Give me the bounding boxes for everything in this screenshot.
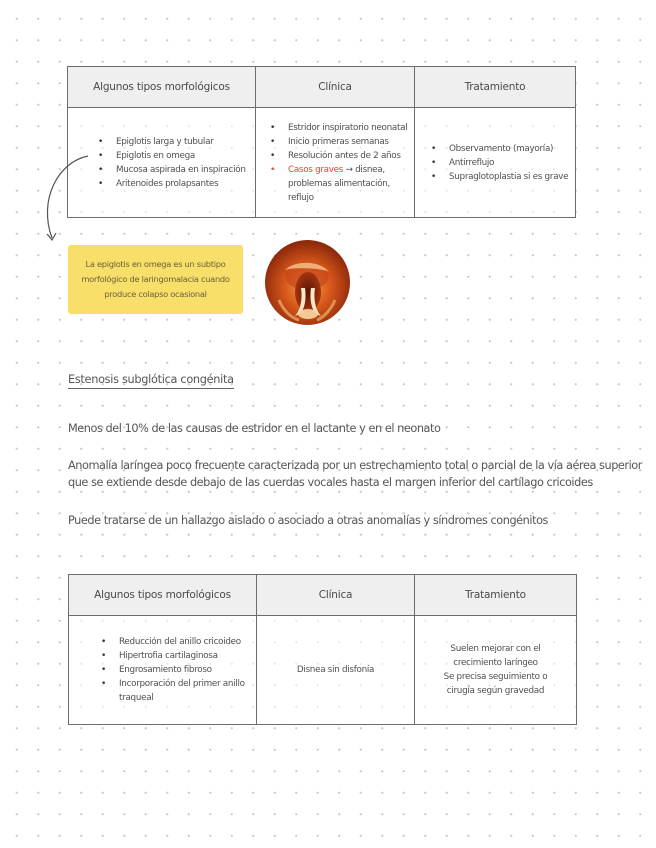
list-item: • Hipertrofia cartilaginosa bbox=[119, 649, 246, 663]
list-item: • Aritenoides prolapsantes bbox=[116, 177, 246, 191]
list-item: • Estridor inspiratorio neonatal bbox=[288, 121, 408, 135]
paragraph-association: Puede tratarse de un hallazgo aislado o asociado a otras anomalías y síndromes congénitos bbox=[68, 514, 548, 527]
list-item: • Engrosamiento fibroso bbox=[119, 663, 246, 677]
list-item: • Mucosa aspirada en inspiración bbox=[116, 163, 246, 177]
note-text: La epiglotis en omega es un subtipo morfológico de laringomalacia cuando produce colapso ocasional bbox=[81, 259, 230, 299]
table1-types-list bbox=[96, 135, 246, 191]
severe-cases-detail: → disnea, problemas alimentación, reflujo bbox=[288, 164, 390, 203]
section-title: Estenosis subglótica congénita bbox=[68, 373, 234, 389]
treatment-line-1: Suelen mejorar con el crecimiento laríngeo bbox=[450, 644, 541, 668]
subglottic-stenosis-table bbox=[68, 574, 577, 725]
list-item: • Incorporación del primer anillo traqueal bbox=[119, 677, 246, 705]
table1-clinic-cell bbox=[256, 108, 415, 217]
paragraph-definition: Anomalía laríngea poco frecuente caracterizada por un estrechamiento total o parcial de la vía aérea superior que se extiende desde debajo de las cuerdas vocales hasta el margen inferior del cartílago cricoides bbox=[68, 459, 642, 489]
table2-clinic-cell bbox=[257, 616, 415, 724]
list-item: • Inicio primeras semanas bbox=[288, 135, 408, 149]
list-item: • Resolución antes de 2 años bbox=[288, 149, 408, 163]
table2-header-treatment: Tratamiento bbox=[415, 575, 576, 616]
connector-arrow bbox=[38, 150, 98, 250]
list-item: • Reducción del anillo cricoideo bbox=[119, 635, 246, 649]
table2-types-cell bbox=[69, 616, 257, 724]
list-item: • Supraglotoplastia si es grave bbox=[449, 170, 568, 184]
table2-header-clinic: Clínica bbox=[257, 575, 415, 616]
larynx-endoscopy-image bbox=[265, 240, 350, 325]
list-item: • Epiglotis en omega bbox=[116, 149, 246, 163]
list-item-severe-cases bbox=[288, 163, 408, 205]
laryngomalacia-table bbox=[67, 66, 576, 218]
table2-treatment-cell bbox=[415, 616, 576, 724]
table1-treatment-cell bbox=[415, 108, 575, 217]
list-item: • Antirreflujo bbox=[449, 156, 568, 170]
severe-cases-label: Casos graves bbox=[288, 164, 344, 175]
table1-treatment-list bbox=[429, 142, 568, 184]
table1-header-types: Algunos tipos morfológicos bbox=[68, 67, 256, 108]
table2-treatment-text bbox=[429, 642, 562, 698]
table1-header-treatment: Tratamiento bbox=[415, 67, 575, 108]
table2-types-list bbox=[99, 635, 246, 705]
table1-header-clinic: Clínica bbox=[256, 67, 415, 108]
list-item: • Observamento (mayoría) bbox=[449, 142, 568, 156]
list-item: • Epiglotis larga y tubular bbox=[116, 135, 246, 149]
treatment-line-2: Se precisa seguimiento o cirugía según gravedad bbox=[443, 672, 548, 696]
table1-clinic-list bbox=[268, 121, 408, 205]
table2-clinic-text: Disnea sin disfonía bbox=[296, 665, 375, 675]
paragraph-prevalence: Menos del 10% de las causas de estridor en el lactante y en el neonato bbox=[68, 422, 441, 435]
omega-epiglottis-note bbox=[68, 245, 243, 314]
table2-header-types: Algunos tipos morfológicos bbox=[69, 575, 257, 616]
